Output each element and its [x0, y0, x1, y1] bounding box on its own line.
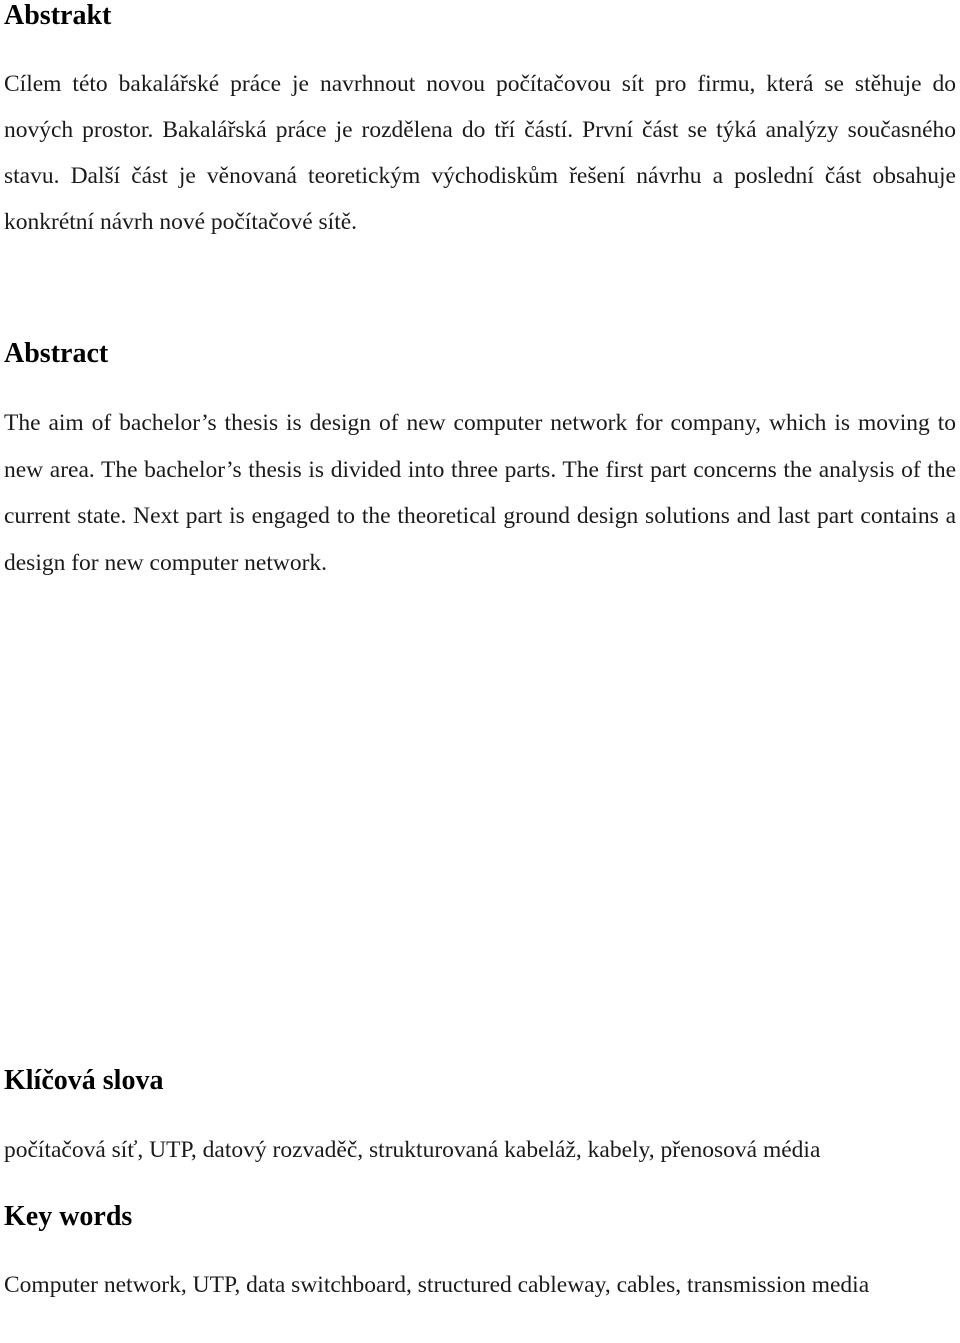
- abstrakt-paragraph: Cílem této bakalářské práce je navrhnout novou počítačovou sít pro firmu, která se stěhuje do nových prostor. Bakalářská práce je rozdělena do tří částí. První část se týká analýzy současného stavu. Další část je věnovaná teoretickým východiskům řešení návrhu a poslední část obsahuje konkrétní návrh nové počítačové sítě.: [4, 71, 956, 235]
- keywords-en-heading: Key words: [4, 1201, 133, 1232]
- abstract-heading: Abstract: [4, 338, 109, 369]
- keywords-cz-heading: Klíčová slova: [4, 1065, 164, 1096]
- keywords-en-list: Computer network, UTP, data switchboard, structured cableway, cables, transmission media: [4, 1272, 870, 1298]
- keywords-cz-list: počítačová síť, UTP, datový rozvaděč, strukturovaná kabeláž, kabely, přenosová média: [4, 1137, 821, 1163]
- abstract-paragraph: The aim of bachelor’s thesis is design of new computer network for company, which is moving to new area. The bachelor’s thesis is divided into three parts. The first part concerns the analysis of the current state. Next part is engaged to the theoretical ground design solutions and last part contains a design for new computer network.: [4, 410, 956, 576]
- abstrakt-heading: Abstrakt: [4, 0, 112, 31]
